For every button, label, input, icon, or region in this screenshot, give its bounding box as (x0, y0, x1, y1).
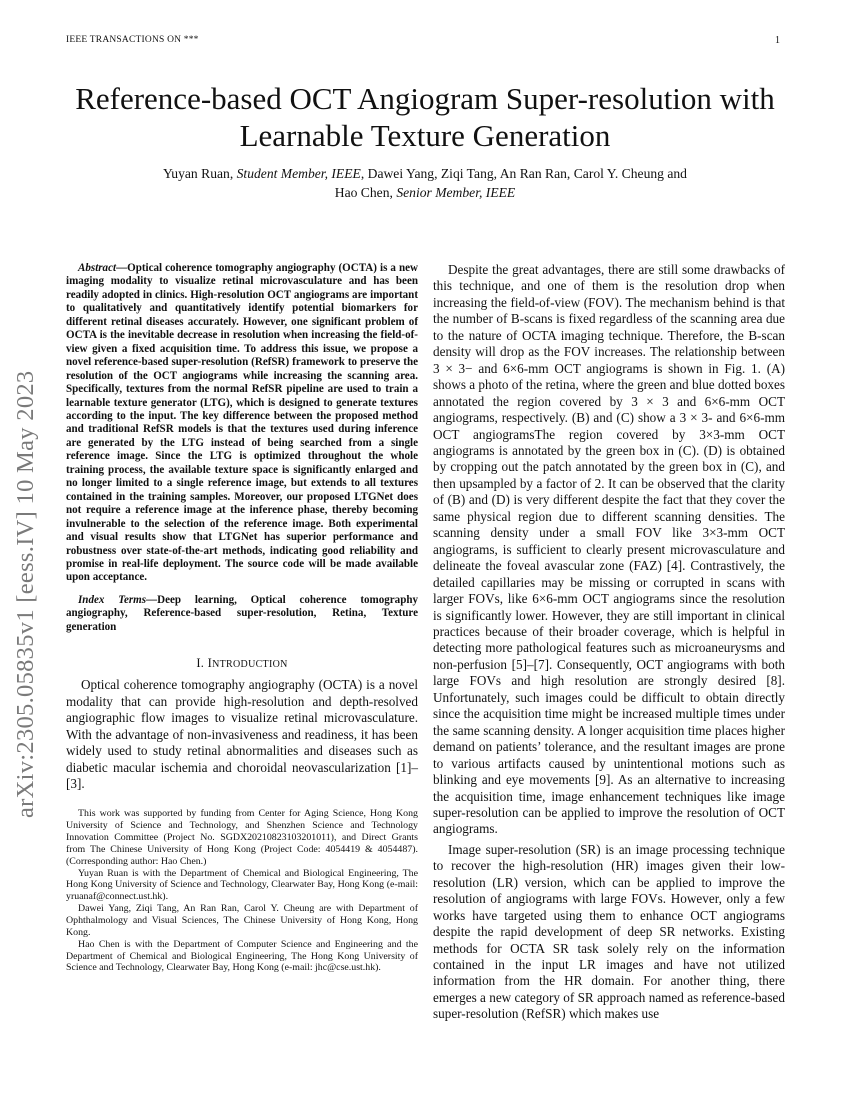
arxiv-identifier-stamp[interactable]: arXiv:2305.05835v1 [eess.IV] 10 May 2023 (12, 370, 39, 818)
paper-title: Reference-based OCT Angiogram Super-resolution with Learnable Texture Generation (75, 81, 775, 153)
body-paragraph-drawbacks: Despite the great advantages, there are still some drawbacks of this technique, and one of them is the resolution drop when increasing the field-of-view (FOV). The mechanism behind is that the number of B-scans is fixed regardless of the scanning area due to the nature of OCTA imaging technique. Therefore, the B-scan density will drop as the FOV increases. The relationship between 3 × 3− and 6×6-mm OCT angiograms is shown in Fig. 1. (A) shows a photo of the retina, where the green and blue dotted boxes annotated the region covered by 3 × 3 and 6×6-mm OCT angiograms, respectively. (B) and (C) show a 3 × 3- and 6×6-mm OCT angiogramsThe region covered by 3×3-mm OCT angiograms is annotated by the green box in (C). (D) is obtained by cropping out the patch annotated by the green box in (C), and then upsampled by a factor of 2. It can be observed that the clarity of (B) and (D) is very different despite the fact that they cover the same physical region due to different scanning densities. The scanning density under a small FOV like 3×3-mm OCT angiograms, is sufficient to clearly present microvasculature and delineate the foveal avascular zone (FAZ) [4]. Contrastively, the detailed capillaries may be missing or corrupted in scans with larger FOVs, like 6×6-mm OCT angiograms since the resolution is significantly lower. However, they are still important in clinical practices because of their broader coverage, which is helpful in detecting more pathological features such as microaneurysms and non-perfusion [5]–[7]. Consequently, OCT angiograms with both large FOVs and high resolution are strongly desired [8]. Unfortunately, such images could be difficult to obtain directly since the acquisition time might be increased multiple times under the same scanning density. A longer acquisition time places higher demand on patients’ tolerance, and the resultant images are prone to various artifacts caused by unintentional motions such as blinking and eye movements [9]. As an alternative to increasing the acquisition time, image enhancement techniques like image super-resolution can be applied to improve the resolution of OCT angiograms. (433, 262, 785, 837)
footnote-affiliation-chen: Hao Chen is with the Department of Computer Science and Engineering and the Department of Chemical and Biological Engineering, The Hong Kong University of Science and Technology, Clearwater Bay, Hong Kong (e-mail: jhc@cse.ust.hk). (66, 938, 418, 974)
abstract-text: —Optical coherence tomography angiography (OCTA) is a new imaging modality to visualize retinal microvasculature and has been readily adopted in clinics. High-resolution OCT angiograms are important to qualitatively and quantitatively identify potential biomarkers for different retinal diseases accurately. However, one significant problem of OCTA is the inevitable decrease in resolution when increasing the field-of-view given a fixed acquisition time. To address this issue, we propose a novel reference-based super-resolution (RefSR) framework to preserve the resolution of the OCT angiograms while increasing the scanning area. Specifically, textures from the normal RefSR pipeline are used to train a learnable texture generator (LTG), which is designed to generate textures according to the input. The key difference between the proposed method and traditional RefSR models is that the textures used during inference are generated by the LTG instead of being searched from a single reference image. Since the LTG is optimized throughout the whole training process, the available texture space is significantly enlarged and no longer limited to a single reference image, but extends to all textures contained in the training samples. Moreover, our proposed LTGNet does not require a reference image at the inference phase, thereby becoming invulnerable to the selection of the reference image. Both experimental and visual results show that LTGNet has superior performance and robustness over state-of-the-art methods, indicating good reliability and promise in real-life deployment. The source code will be made available upon acceptance. (66, 262, 418, 584)
author-membership: Senior Member, IEEE (396, 185, 516, 200)
section-heading-introduction (66, 656, 418, 671)
index-terms-label: Index Terms (78, 593, 147, 606)
page-number: 1 (775, 35, 780, 46)
author-names: , Dawei Yang, Ziqi Tang, An Ran Ran, Carol Y. Cheung and (360, 166, 687, 181)
running-head: IEEE TRANSACTIONS ON *** (66, 35, 199, 45)
index-terms (66, 594, 418, 634)
author-name: Hao Chen, (334, 185, 397, 200)
index-terms-text: —Deep learning, Optical coherence tomography angiography, Reference-based super-resolution, Retina, Texture generation (66, 593, 419, 633)
intro-paragraph: Optical coherence tomography angiography (OCTA) is a novel modality that can provide high-resolution and depth-resolved angiographic flow images to visualize retinal microvasculature. With the advantage of non-invasiveness and readiness, it has been widely used to study retinal abnormalities and diseases such as diabetic macular ischemia and choroidal neovascularization [1]–[3]. (66, 677, 418, 791)
author-list (90, 164, 760, 202)
abstract-label: Abstract (78, 262, 117, 274)
footnotes (66, 808, 418, 974)
author-name: Yuyan Ruan, (163, 166, 237, 181)
footnote-affiliation-cuhk: Dawei Yang, Ziqi Tang, An Ran Ran, Carol Y. Cheung are with Department of Ophthalmology and Visual Sciences, The Chinese University of Hong Kong, Hong Kong. (66, 903, 418, 938)
footnote-funding: This work was supported by funding from Center for Aging Science, Hong Kong University of Science and Technology, and Shenzhen Science and Technology Innovation Committee (Project No. SGDX20210823103201011), and Direct Grants from The Chinese University of Hong Kong (Project Code: 4054419 & 4054487). (Corresponding author: Hao Chen.) (66, 808, 418, 867)
right-column (433, 262, 785, 1027)
author-line-2 (90, 183, 760, 202)
footnote-affiliation-ruan: Yuyan Ruan is with the Department of Chemical and Biological Engineering, The Hong Kong University of Science and Technology, Clearwater Bay, Hong Kong (e-mail: yruanaf@connect.ust.hk). (66, 867, 418, 903)
author-line-1 (90, 164, 760, 183)
section-number: I. (196, 656, 208, 671)
author-membership: Student Member, IEEE (236, 166, 361, 181)
abstract (66, 262, 418, 585)
section-title-rest: NTRODUCTION (212, 659, 288, 671)
section-title-first-letter: I (207, 656, 213, 671)
left-column (66, 262, 418, 974)
body-paragraph-super-resolution: Image super-resolution (SR) is an image processing technique to recover the high-resolution (HR) images given their low-resolution (LR) version, which can be applied to improve the resolution of angiograms with large FOVs. However, only a few works have targeted using them to enhance OCT angiograms despite the rapid development of deep SR networks. Existing methods for OCTA SR task solely rely on the information contained in the input LR images and have not utilized information from the HR domain. For another thing, there emerges a new category of SR approach named as reference-based super-resolution (RefSR) which makes use (433, 841, 785, 1022)
